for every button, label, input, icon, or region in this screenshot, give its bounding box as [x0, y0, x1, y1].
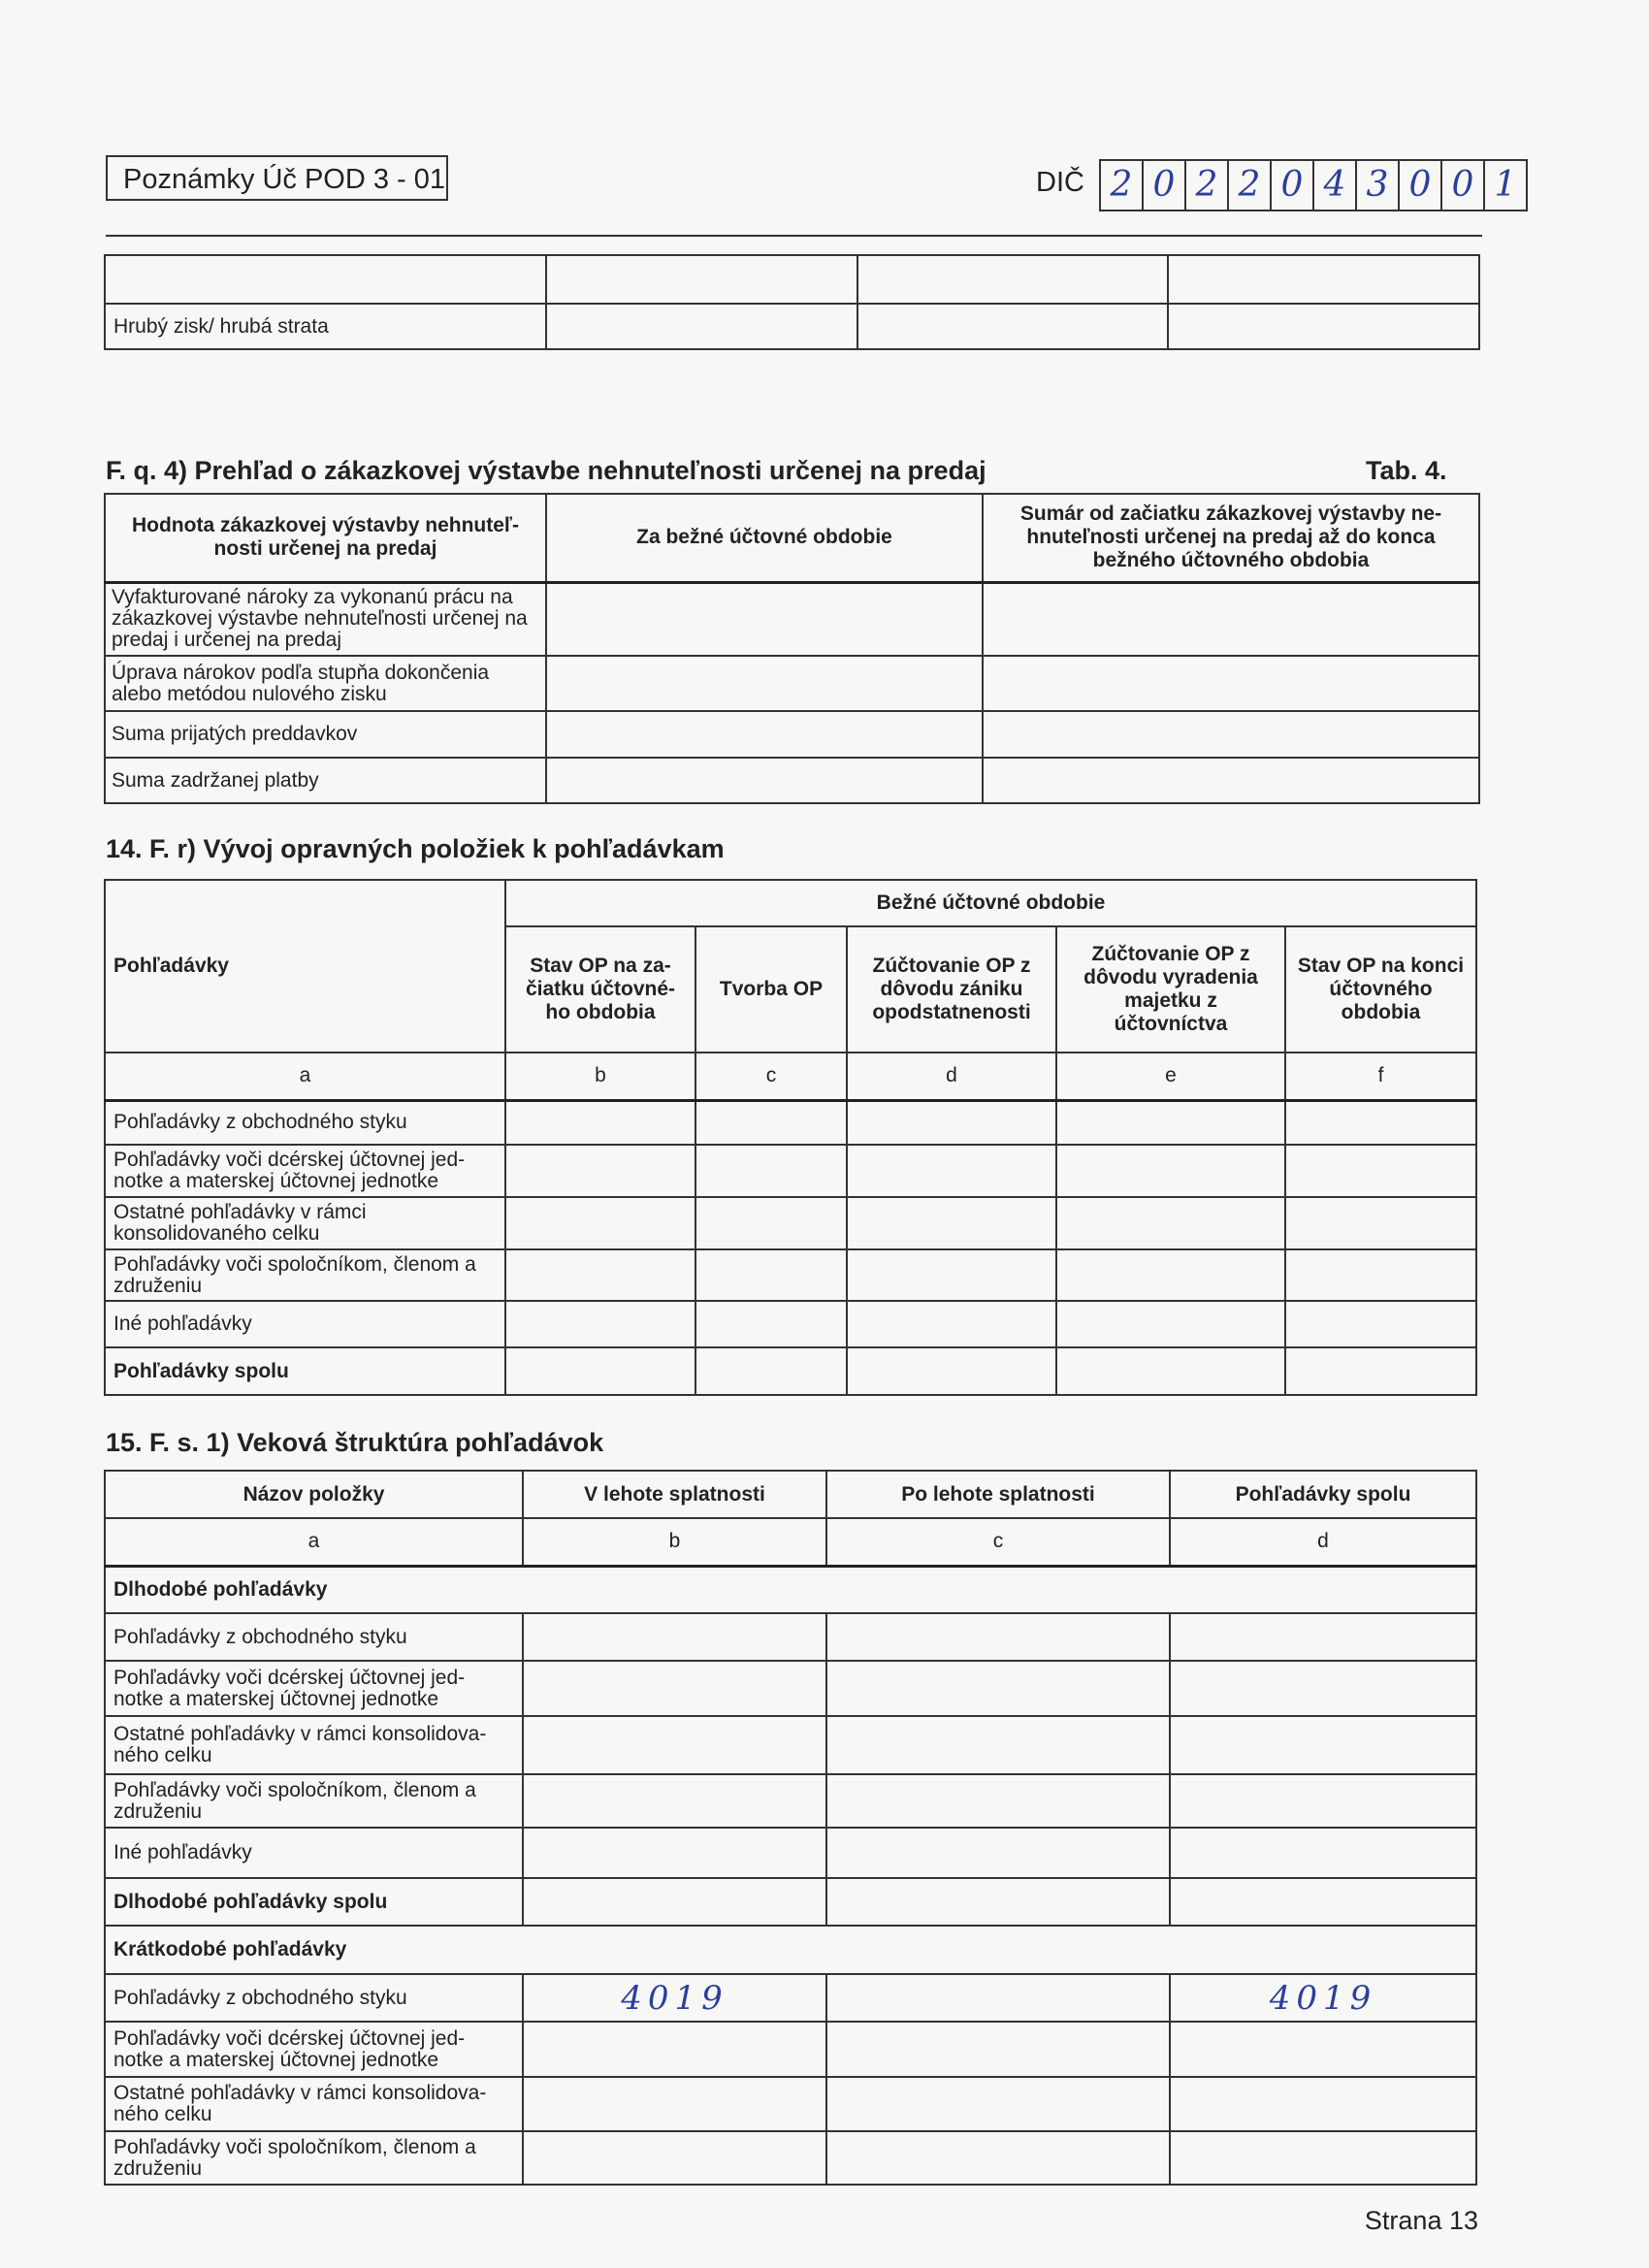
row-label: Pohľadávky voči dcérskej účtovnej jed-notke a materskej účtovnej jednotke: [105, 1145, 505, 1197]
value-cell[interactable]: [1056, 1301, 1285, 1347]
value-cell[interactable]: [847, 1301, 1056, 1347]
value-cell[interactable]: [523, 1878, 826, 1926]
value-cell[interactable]: [546, 304, 857, 349]
column-header: Sumár od začiatku zákazkovej výstavby ne-hnuteľnosti určenej na predaj až do konca bežného účtovného obdobia: [983, 494, 1479, 582]
column-header: Za bežné účtovné obdobie: [546, 494, 983, 582]
section-title-fs1: 15. F. s. 1) Veková štruktúra pohľadávok: [106, 1428, 604, 1457]
value-cell[interactable]: [695, 1301, 847, 1347]
column-header: Tvorba OP: [695, 926, 847, 1053]
value-cell[interactable]: [523, 1774, 826, 1828]
divider: [106, 235, 1482, 237]
value-cell[interactable]: [1056, 1347, 1285, 1395]
value-cell[interactable]: [826, 2077, 1170, 2131]
row-label: Vyfakturované nároky za vykonanú prácu na zákazkovej výstavbe nehnuteľnosti určenej na predaj i určenej na predaj: [105, 582, 546, 656]
row-label: [105, 255, 546, 304]
row-label: Pohľadávky z obchodného styku: [105, 1100, 505, 1145]
value-cell[interactable]: [1056, 1100, 1285, 1145]
value-cell[interactable]: [1170, 1774, 1476, 1828]
column-header: Názov položky: [105, 1471, 523, 1518]
section-title-fr: 14. F. r) Vývoj opravných položiek k pohľadávkam: [106, 834, 725, 863]
dic-digit[interactable]: 4: [1314, 161, 1357, 210]
dic-digit[interactable]: 2: [1186, 161, 1229, 210]
column-letter: b: [505, 1053, 695, 1100]
dic-digit[interactable]: 1: [1485, 161, 1528, 210]
value-cell[interactable]: [847, 1249, 1056, 1301]
dic-digit[interactable]: 2: [1229, 161, 1272, 210]
row-label: Dlhodobé pohľadávky spolu: [105, 1878, 523, 1926]
table-row: [105, 1661, 1476, 1716]
value-cell[interactable]: [1170, 1828, 1476, 1878]
table-row: [105, 255, 1479, 304]
row-label: Pohľadávky voči dcérskej účtovnej jed-notke a materskej účtovnej jednotke: [105, 1661, 523, 1716]
column-header: V lehote splatnosti: [523, 1471, 826, 1518]
dic-digit[interactable]: 2: [1101, 161, 1144, 210]
dic-digit[interactable]: 0: [1144, 161, 1186, 210]
table-row: [105, 1974, 1476, 2022]
table-row: [105, 304, 1479, 349]
value-cell[interactable]: [983, 758, 1479, 803]
value-cell[interactable]: [523, 2131, 826, 2185]
table-row: [105, 1878, 1476, 1926]
dic-digit[interactable]: 0: [1272, 161, 1314, 210]
column-letter: f: [1285, 1053, 1476, 1100]
value-cell[interactable]: [1170, 2077, 1476, 2131]
tab-label: Tab. 4.: [1366, 456, 1447, 485]
value-cell[interactable]: 4019: [1170, 1974, 1476, 2022]
value-cell[interactable]: [1056, 1249, 1285, 1301]
table-row: [105, 1774, 1476, 1828]
row-label: Ostatné pohľadávky v rámci konsolidova-ného celku: [105, 2077, 523, 2131]
column-letter: d: [847, 1053, 1056, 1100]
value-cell[interactable]: [695, 1249, 847, 1301]
section-row: [105, 1566, 1476, 1613]
value-cell[interactable]: [857, 255, 1168, 304]
value-cell[interactable]: [546, 255, 857, 304]
value-cell[interactable]: [523, 1716, 826, 1774]
value-cell[interactable]: [826, 2131, 1170, 2185]
value-cell[interactable]: [523, 2077, 826, 2131]
row-label: Pohľadávky z obchodného styku: [105, 1613, 523, 1661]
column-header: Pohľadávky spolu: [1170, 1471, 1476, 1518]
value-cell[interactable]: [523, 1828, 826, 1878]
value-cell[interactable]: [1285, 1347, 1476, 1395]
value-cell[interactable]: [1168, 255, 1479, 304]
section-label: Dlhodobé pohľadávky: [105, 1566, 1476, 1613]
value-cell[interactable]: [847, 1197, 1056, 1249]
value-cell[interactable]: [857, 304, 1168, 349]
value-cell[interactable]: 4019: [523, 1974, 826, 2022]
value-cell[interactable]: [505, 1145, 695, 1197]
value-cell[interactable]: [983, 711, 1479, 758]
row-label: Pohľadávky spolu: [105, 1347, 505, 1395]
column-letter: c: [695, 1053, 847, 1100]
value-cell[interactable]: [1170, 1878, 1476, 1926]
dic-digit[interactable]: 3: [1357, 161, 1400, 210]
value-cell[interactable]: [546, 656, 983, 711]
form-title: Poznámky Úč POD 3 - 01: [106, 155, 448, 201]
row-label: Pohľadávky voči spoločníkom, členom a združeniu: [105, 2131, 523, 2185]
value-cell[interactable]: [826, 1774, 1170, 1828]
aging-table: [104, 1470, 1477, 2186]
table-row: [105, 1197, 1476, 1249]
column-letter: d: [1170, 1518, 1476, 1566]
value-cell[interactable]: [847, 1347, 1056, 1395]
row-label: Pohľadávky voči spoločníkom, členom a združeniu: [105, 1249, 505, 1301]
value-cell[interactable]: [826, 1661, 1170, 1716]
value-cell[interactable]: [523, 2022, 826, 2077]
row-label: Hrubý zisk/ hrubá strata: [105, 304, 546, 349]
table-row: [105, 1100, 1476, 1145]
allowance-table: [104, 879, 1477, 1396]
page-number: Strana 13: [1364, 2206, 1478, 2235]
dic-digit[interactable]: 0: [1400, 161, 1442, 210]
gross-profit-table: [104, 254, 1480, 350]
value-cell[interactable]: [826, 1974, 1170, 2022]
value-cell[interactable]: [505, 1347, 695, 1395]
column-header: Stav OP na za-čiatku účtovné-ho obdobia: [505, 926, 695, 1053]
table-row: [105, 656, 1479, 711]
value-cell[interactable]: [1285, 1249, 1476, 1301]
value-cell[interactable]: [826, 2022, 1170, 2077]
table-row: [105, 2131, 1476, 2185]
value-cell[interactable]: [695, 1100, 847, 1145]
value-cell[interactable]: [1170, 1661, 1476, 1716]
section-label: Krátkodobé pohľadávky: [105, 1926, 1476, 1974]
table-row: [105, 1828, 1476, 1878]
row-label: Suma prijatých preddavkov: [105, 711, 546, 758]
row-label: Ostatné pohľadávky v rámci konsolidovaného celku: [105, 1197, 505, 1249]
section-row: [105, 1926, 1476, 1974]
value-cell[interactable]: [523, 1661, 826, 1716]
value-cell[interactable]: [826, 1878, 1170, 1926]
column-letter: e: [1056, 1053, 1285, 1100]
value-cell[interactable]: [505, 1249, 695, 1301]
value-cell[interactable]: [1168, 304, 1479, 349]
value-cell[interactable]: [847, 1145, 1056, 1197]
value-cell[interactable]: [546, 582, 983, 656]
table-row: [105, 582, 1479, 656]
value-cell[interactable]: [1170, 2022, 1476, 2077]
value-cell[interactable]: [1285, 1301, 1476, 1347]
value-cell[interactable]: [505, 1100, 695, 1145]
value-cell[interactable]: [826, 1716, 1170, 1774]
value-cell[interactable]: [546, 758, 983, 803]
value-cell[interactable]: [695, 1347, 847, 1395]
table-row: [105, 1716, 1476, 1774]
value-cell[interactable]: [523, 1613, 826, 1661]
table-row: [105, 711, 1479, 758]
value-cell[interactable]: [1170, 1613, 1476, 1661]
dic-label: DIČ: [1036, 167, 1084, 198]
section-title-fq4: F. q. 4) Prehľad o zákazkovej výstavbe nehnuteľnosti určenej na predaj: [106, 456, 986, 485]
column-letter: a: [105, 1518, 523, 1566]
row-label: Pohľadávky z obchodného styku: [105, 1974, 523, 2022]
value-cell[interactable]: [695, 1145, 847, 1197]
value-cell[interactable]: [983, 582, 1479, 656]
table-row: [105, 758, 1479, 803]
value-cell[interactable]: [1056, 1197, 1285, 1249]
column-letter: b: [523, 1518, 826, 1566]
value-cell[interactable]: [826, 1613, 1170, 1661]
row-label: Suma zadržanej platby: [105, 758, 546, 803]
value-cell[interactable]: [1170, 2131, 1476, 2185]
table-row: [105, 1249, 1476, 1301]
column-letter: c: [826, 1518, 1170, 1566]
row-label: Pohľadávky voči spoločníkom, členom a združeniu: [105, 1774, 523, 1828]
table-row: [105, 1347, 1476, 1395]
column-header: Hodnota zákazkovej výstavby nehnuteľ-nosti určenej na predaj: [105, 494, 546, 582]
row-label: Úprava nárokov podľa stupňa dokončenia alebo metódou nulového zisku: [105, 656, 546, 711]
column-header: Pohľadávky: [105, 880, 505, 1053]
row-label: Iné pohľadávky: [105, 1301, 505, 1347]
row-label: Ostatné pohľadávky v rámci konsolidova-ného celku: [105, 1716, 523, 1774]
value-cell[interactable]: [695, 1197, 847, 1249]
value-cell[interactable]: [1170, 1716, 1476, 1774]
row-label: Pohľadávky voči dcérskej účtovnej jed-notke a materskej účtovnej jednotke: [105, 2022, 523, 2077]
column-header: Stav OP na konci účtovného obdobia: [1285, 926, 1476, 1053]
column-header: Po lehote splatnosti: [826, 1471, 1170, 1518]
value-cell[interactable]: [505, 1301, 695, 1347]
value-cell[interactable]: [1285, 1197, 1476, 1249]
row-label: Iné pohľadávky: [105, 1828, 523, 1878]
group-header: Bežné účtovné obdobie: [505, 880, 1476, 926]
column-header: Zúčtovanie OP z dôvodu vyradenia majetku z účtovníctva: [1056, 926, 1285, 1053]
value-cell[interactable]: [1285, 1100, 1476, 1145]
table-row: [105, 2022, 1476, 2077]
value-cell[interactable]: [983, 656, 1479, 711]
table-row: [105, 1613, 1476, 1661]
value-cell[interactable]: [546, 711, 983, 758]
table-row: [105, 2077, 1476, 2131]
column-letter: a: [105, 1053, 505, 1100]
value-cell[interactable]: [1285, 1145, 1476, 1197]
value-cell[interactable]: [1056, 1145, 1285, 1197]
column-header: Zúčtovanie OP z dôvodu zániku opodstatnenosti: [847, 926, 1056, 1053]
dic-field: [1099, 159, 1528, 211]
value-cell[interactable]: [505, 1197, 695, 1249]
value-cell[interactable]: [847, 1100, 1056, 1145]
table-row: [105, 1145, 1476, 1197]
table-row: [105, 1301, 1476, 1347]
value-cell[interactable]: [826, 1828, 1170, 1878]
dic-digit[interactable]: 0: [1442, 161, 1485, 210]
construction-table: [104, 493, 1480, 804]
